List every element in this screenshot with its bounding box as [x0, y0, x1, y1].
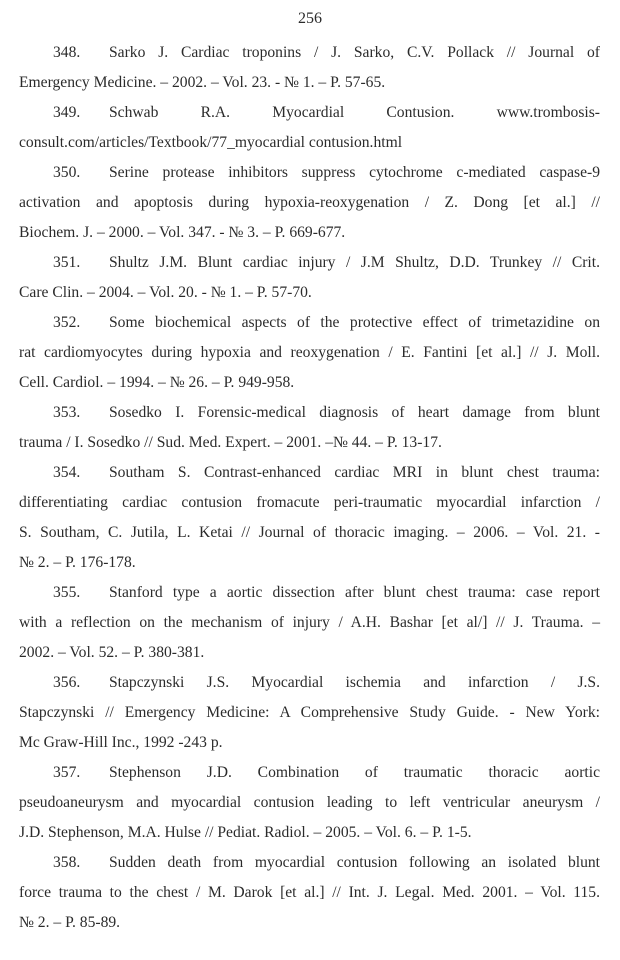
reference-text: Serine protease inhibitors suppress cytochrome c-mediated caspase-9 — [109, 164, 600, 181]
reference-line — [19, 188, 600, 218]
reference-entry — [19, 458, 600, 578]
reference-first-line — [19, 668, 600, 698]
reference-first-line — [19, 248, 600, 278]
reference-text: rat cardiomyocytes during hypoxia and reoxygenation / E. Fantini [et al.] // J. Moll. — [19, 344, 600, 361]
reference-line — [19, 518, 600, 548]
reference-line — [19, 728, 600, 758]
reference-line — [19, 548, 600, 578]
reference-first-line — [19, 848, 600, 878]
reference-entry — [19, 248, 600, 308]
reference-first-line — [19, 458, 600, 488]
reference-text: Stapczynski J.S. Myocardial ischemia and infarction / J.S. — [109, 674, 600, 691]
reference-line — [19, 788, 600, 818]
reference-entry — [19, 668, 600, 758]
reference-number: 355. — [53, 584, 81, 601]
reference-text: Schwab R.A. Myocardial Contusion. www.trombosis- — [109, 104, 600, 121]
reference-text: force trauma to the chest / M. Darok [et al.] // Int. J. Legal. Med. 2001. – Vol. 115. — [19, 884, 600, 901]
reference-line — [19, 608, 600, 638]
reference-number: 348. — [53, 44, 81, 61]
reference-text: consult.com/articles/Textbook/77_myocardial contusion.html — [19, 134, 403, 151]
reference-text: Cell. Cardiol. – 1994. – № 26. – P. 949-958. — [19, 374, 295, 391]
reference-text: № 2. – P. 85-89. — [19, 914, 121, 931]
reference-text: S. Southam, C. Jutila, L. Ketai // Journal of thoracic imaging. – 2006. – Vol. 21. - — [19, 524, 600, 541]
reference-text: Biochem. J. – 2000. – Vol. 347. - № 3. – P. 669-677. — [19, 224, 346, 241]
reference-text: Mc Graw-Hill Inc., 1992 -243 p. — [19, 734, 223, 751]
reference-entry — [19, 758, 600, 848]
reference-number: 357. — [53, 764, 81, 781]
reference-text: Sarko J. Cardiac troponins / J. Sarko, C.V. Pollack // Journal of — [109, 44, 600, 61]
reference-text: Southam S. Contrast-enhanced cardiac MRI in blunt chest trauma: — [109, 464, 600, 481]
page-number: 256 — [298, 10, 322, 27]
reference-line — [19, 818, 600, 848]
reference-text: Sudden death from myocardial contusion following an isolated blunt — [109, 854, 600, 871]
reference-first-line — [19, 758, 600, 788]
reference-line — [19, 68, 600, 98]
reference-line — [19, 698, 600, 728]
reference-entry — [19, 308, 600, 398]
reference-text: J.D. Stephenson, M.A. Hulse // Pediat. Radiol. – 2005. – Vol. 6. – P. 1-5. — [19, 824, 472, 841]
reference-entry — [19, 398, 600, 458]
reference-text: Stephenson J.D. Combination of traumatic thoracic aortic — [109, 764, 600, 781]
reference-entry — [19, 578, 600, 668]
reference-line — [19, 368, 600, 398]
reference-entry — [19, 38, 600, 98]
reference-entry — [19, 848, 600, 938]
reference-number: 350. — [53, 164, 81, 181]
reference-line — [19, 278, 600, 308]
reference-number: 358. — [53, 854, 81, 871]
reference-text: Sosedko I. Forensic-medical diagnosis of heart damage from blunt — [109, 404, 600, 421]
reference-text: Stanford type a aortic dissection after blunt chest trauma: case report — [109, 584, 600, 601]
reference-line — [19, 908, 600, 938]
reference-number: 352. — [53, 314, 81, 331]
reference-text: Stapczynski // Emergency Medicine: A Comprehensive Study Guide. - New York: — [19, 704, 600, 721]
reference-line — [19, 128, 600, 158]
reference-line — [19, 488, 600, 518]
reference-text: Shultz J.M. Blunt cardiac injury / J.M Shultz, D.D. Trunkey // Crit. — [109, 254, 600, 271]
reference-first-line — [19, 578, 600, 608]
reference-text: differentiating cardiac contusion fromacute peri-traumatic myocardial infarction / — [19, 494, 600, 511]
reference-text: activation and apoptosis during hypoxia-reoxygenation / Z. Dong [et al.] // — [19, 194, 600, 211]
reference-text: trauma / I. Sosedko // Sud. Med. Expert. – 2001. –№ 44. – P. 13-17. — [19, 434, 442, 451]
reference-text: № 2. – P. 176-178. — [19, 554, 136, 571]
reference-number: 349. — [53, 104, 81, 121]
reference-line — [19, 638, 600, 668]
reference-text: Emergency Medicine. – 2002. – Vol. 23. - № 1. – P. 57-65. — [19, 74, 386, 91]
reference-line — [19, 338, 600, 368]
reference-text: 2002. – Vol. 52. – P. 380-381. — [19, 644, 205, 661]
reference-number: 353. — [53, 404, 81, 421]
reference-first-line — [19, 308, 600, 338]
reference-first-line — [19, 158, 600, 188]
reference-number: 351. — [53, 254, 81, 271]
reference-text: with a reflection on the mechanism of injury / A.H. Bashar [et al/] // J. Trauma. – — [19, 614, 600, 631]
reference-line — [19, 428, 600, 458]
reference-first-line — [19, 398, 600, 428]
reference-first-line — [19, 38, 600, 68]
reference-entry — [19, 158, 600, 248]
reference-text: pseudoaneurysm and myocardial contusion leading to left ventricular aneurysm / — [19, 794, 600, 811]
reference-number: 356. — [53, 674, 81, 691]
reference-line — [19, 218, 600, 248]
reference-text: Some biochemical aspects of the protective effect of trimetazidine on — [109, 314, 600, 331]
reference-entry — [19, 98, 600, 158]
reference-number: 354. — [53, 464, 81, 481]
reference-line — [19, 878, 600, 908]
reference-text: Care Clin. – 2004. – Vol. 20. - № 1. – P. 57-70. — [19, 284, 312, 301]
reference-first-line — [19, 98, 600, 128]
